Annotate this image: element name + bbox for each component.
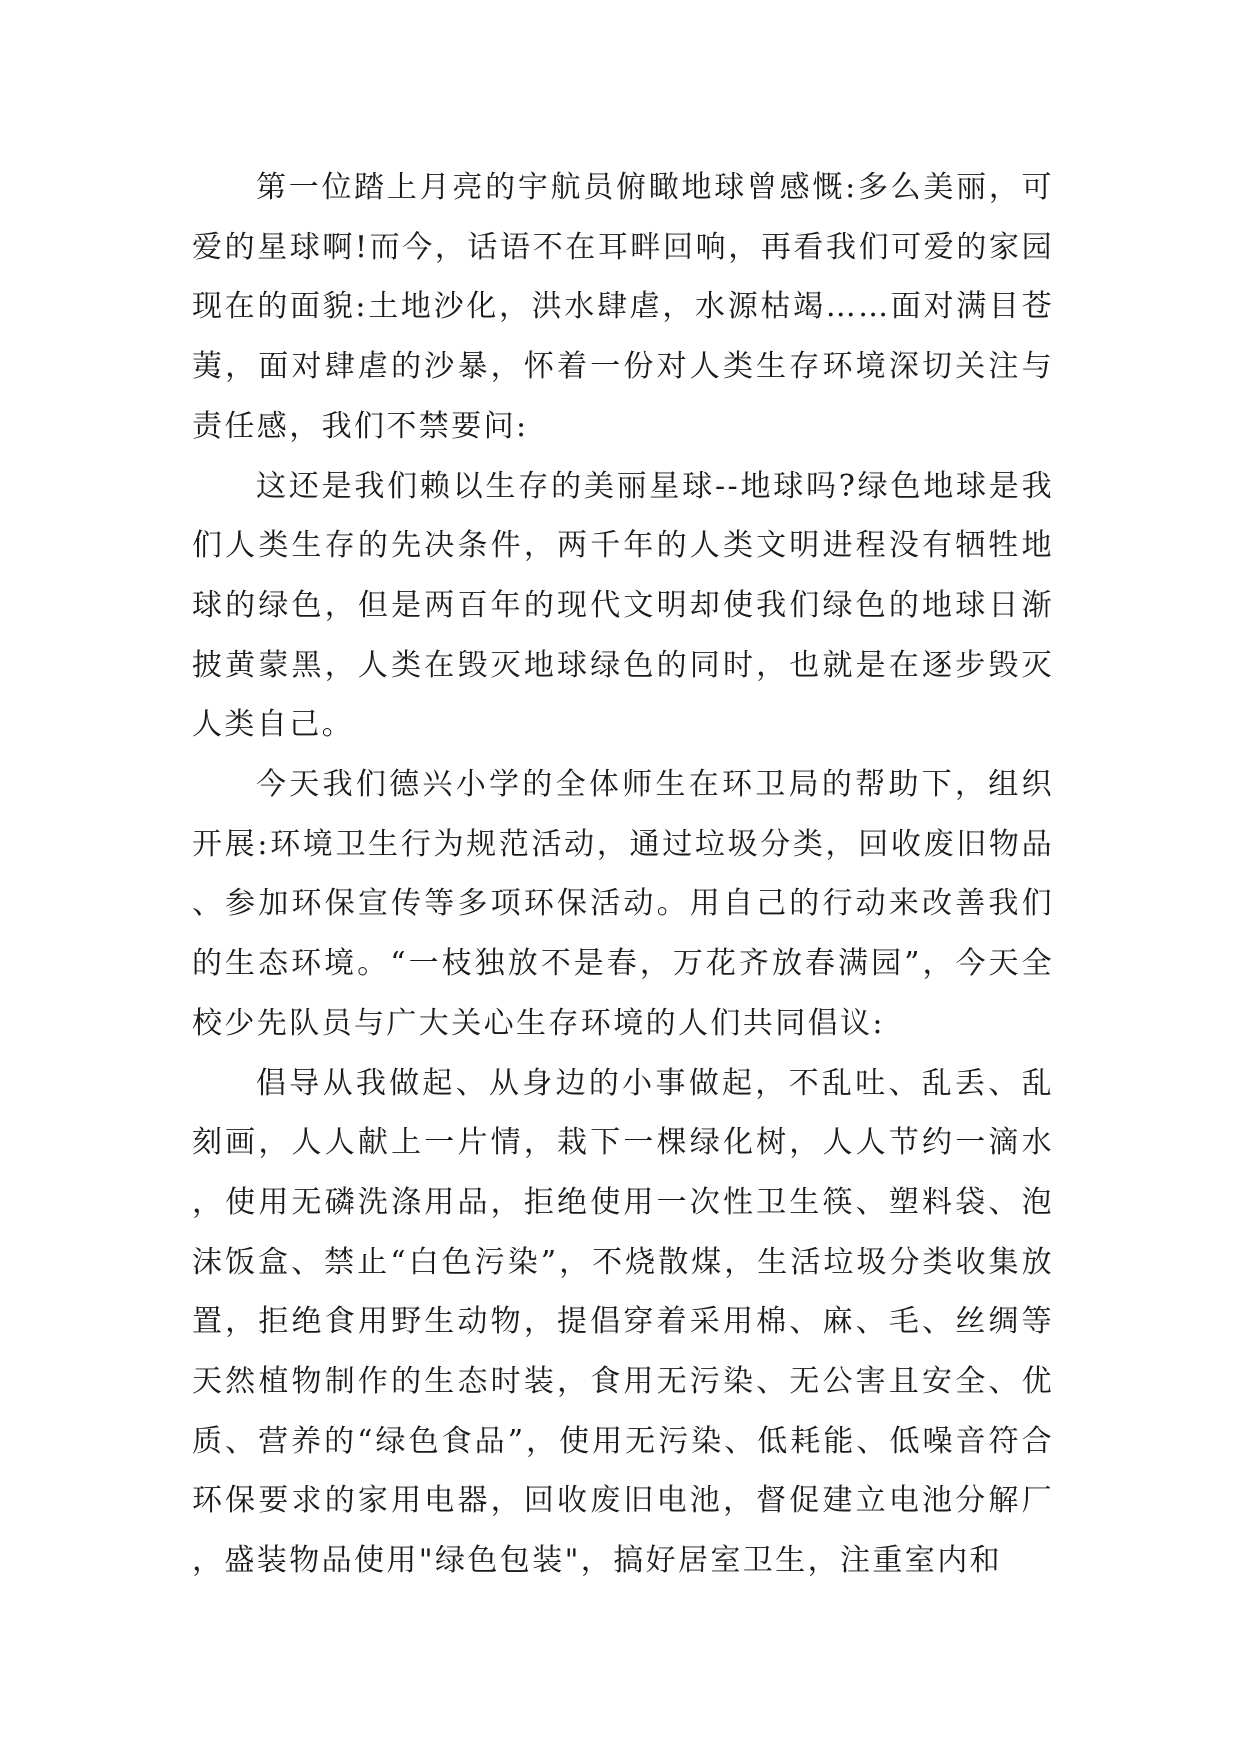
paragraph-2: 这还是我们赖以生存的美丽星球--地球吗?绿色地球是我们人类生存的先决条件，两千年的人类文明进程没有牺牲地球的绿色，但是两百年的现代文明却使我们绿色的地球日渐披黄蒙黑，人类在毁灭地球绿色的同时，也就是在逐步毁灭人类自己。: [192, 468, 1054, 743]
paragraph-1: 第一位踏上月亮的宇航员俯瞰地球曾感慨:多么美丽，可爱的星球啊!而今，话语不在耳畔回响，再看我们可爱的家园现在的面貌:土地沙化，洪水肆虐，水源枯竭……面对满目苍荑，面对肆虐的沙暴，怀着一份对人类生存环境深切关注与责任感，我们不禁要问:: [192, 170, 1054, 444]
document-body: [192, 158, 1054, 1591]
paragraph-4: 倡导从我做起、从身边的小事做起，不乱吐、乱丢、乱刻画，人人献上一片情，栽下一棵绿化树，人人节约一滴水，使用无磷洗涤用品，拒绝使用一次性卫生筷、塑料袋、泡沫饭盒、禁止“白色污染”，不烧散煤，生活垃圾分类收集放置，拒绝食用野生动物，提倡穿着采用棉、麻、毛、丝绸等天然植物制作的生态时装，食用无污染、无公害且安全、优质、营养的“绿色食品”，使用无污染、低耗能、低噪音符合环保要求的家用电器，回收废旧电池，督促建立电池分解厂，盛装物品使用"绿色包装"，搞好居室卫生，注重室内和: [192, 1065, 1054, 1579]
paragraph-3: 今天我们德兴小学的全体师生在环卫局的帮助下，组织开展:环境卫生行为规范活动，通过垃圾分类，回收废旧物品、参加环保宣传等多项环保活动。用自己的行动来改善我们的生态环境。“一枝独放不是春，万花齐放春满园”，今天全校少先队员与广大关心生存环境的人们共同倡议:: [192, 767, 1054, 1041]
